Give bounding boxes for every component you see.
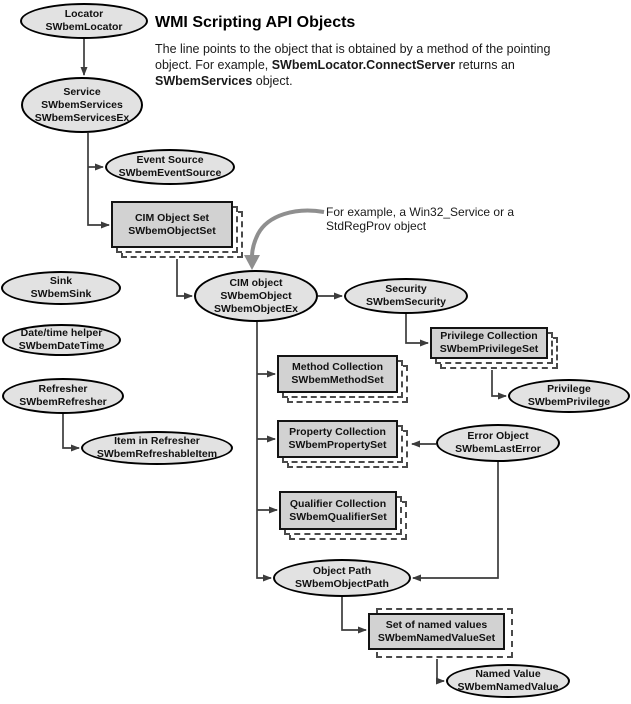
node-label: SWbemRefresher <box>19 396 107 408</box>
stack-face <box>277 420 398 458</box>
node-label: SWbemNamedValue <box>457 681 559 693</box>
node-label: Set of named values <box>385 618 488 631</box>
node-label: SWbemRefreshableItem <box>96 448 218 460</box>
node-qualifier-collection[interactable] <box>279 491 397 530</box>
node-sink[interactable] <box>1 271 121 305</box>
node-label: Object Path <box>312 565 372 577</box>
page-title: WMI Scripting API Objects <box>155 14 356 31</box>
description-text: The line points to the object that is obtained by a method of the pointing object. For example, <box>155 42 551 72</box>
node-label: SWbemObjectSet <box>128 224 216 237</box>
node-label: SWbemPropertySet <box>288 439 387 451</box>
stack-face <box>279 491 397 530</box>
node-label: SWbemLocator <box>45 21 123 33</box>
node-privilege[interactable] <box>508 379 630 413</box>
node-label: SWbemQualifierSet <box>289 510 387 523</box>
stack-face <box>368 613 505 650</box>
node-label: SWbemEventSource <box>118 167 222 179</box>
node-event-source[interactable] <box>105 149 235 185</box>
node-label: SWbemObjectEx <box>213 302 299 315</box>
node-label: SWbemServices <box>41 98 123 111</box>
node-label: CIM Object Set <box>134 211 210 224</box>
node-named-value-set[interactable] <box>368 613 505 650</box>
node-label: SWbemObject <box>220 289 292 302</box>
stack-face <box>277 355 398 393</box>
node-label: SWbemSecurity <box>366 296 446 308</box>
node-label: Qualifier Collection <box>289 497 387 510</box>
connector-error-object-object-path <box>413 462 498 578</box>
node-label: Privilege <box>547 383 591 395</box>
node-error-object[interactable] <box>436 424 560 462</box>
node-service[interactable] <box>21 77 143 133</box>
connector-refresher-item-in-refresher <box>63 414 79 448</box>
description-text: object. <box>252 74 293 88</box>
node-label: Security <box>385 283 427 295</box>
node-cim-object-set[interactable] <box>111 201 233 248</box>
node-named-value[interactable] <box>446 664 570 698</box>
node-label: Refresher <box>38 383 88 395</box>
node-label: CIM object <box>229 276 283 289</box>
stack-face <box>430 327 548 359</box>
node-label: Named Value <box>475 668 541 680</box>
description-text: returns an <box>455 58 515 72</box>
node-label: SWbemSink <box>30 288 92 300</box>
node-cim-object[interactable] <box>194 270 318 322</box>
node-label: SWbemMethodSet <box>291 374 384 386</box>
node-label: SWbemNamedValueSet <box>377 631 496 644</box>
connector-security-privilege-collection <box>406 314 428 343</box>
node-label: Locator <box>64 8 104 20</box>
node-item-in-refresher[interactable] <box>81 431 233 465</box>
node-security[interactable] <box>344 278 468 314</box>
node-label: SWbemServicesEx <box>34 111 130 124</box>
connector-cim-object-object-path <box>257 322 271 578</box>
node-object-path[interactable] <box>273 559 411 597</box>
node-privilege-collection[interactable] <box>430 327 548 359</box>
node-label: Sink <box>49 275 73 287</box>
node-locator[interactable] <box>20 3 148 39</box>
connector-privilege-collection-privilege <box>492 370 506 396</box>
note-callout-arrowhead <box>244 255 260 270</box>
node-label: Service <box>63 85 101 98</box>
connector-object-path-named-value-set <box>342 597 366 630</box>
node-label: Privilege Collection <box>440 330 538 342</box>
node-refresher[interactable] <box>2 378 124 414</box>
node-label: Method Collection <box>292 361 383 373</box>
node-label: Event Source <box>136 154 204 166</box>
node-datetime-helper[interactable] <box>2 324 121 356</box>
node-label: Property Collection <box>289 426 386 438</box>
stack-face <box>111 201 233 248</box>
diagram-description <box>155 41 563 89</box>
node-property-collection[interactable] <box>277 420 398 458</box>
note-callout-curve <box>252 211 324 257</box>
node-label: Item in Refresher <box>114 435 200 447</box>
node-label: Error Object <box>467 430 529 442</box>
node-label: Date/time helper <box>20 327 103 339</box>
node-label: SWbemDateTime <box>18 340 105 352</box>
connector-service-cim-object-set <box>88 133 109 225</box>
example-note: For example, a Win32_Service or a StdRegProv object <box>326 205 515 233</box>
connector-named-value-set-named-value <box>437 659 444 681</box>
node-label: SWbemPrivilege <box>527 396 611 408</box>
description-bold-connectserver: SWbemLocator.ConnectServer <box>271 58 456 72</box>
node-label: SWbemLastError <box>455 443 541 455</box>
description-bold-swbemservices: SWbemServices <box>155 74 253 88</box>
node-label: SWbemObjectPath <box>295 578 389 590</box>
node-method-collection[interactable] <box>277 355 398 393</box>
connector-cim-object-set-cim-object <box>177 259 192 296</box>
node-label: SWbemPrivilegeSet <box>439 343 539 355</box>
